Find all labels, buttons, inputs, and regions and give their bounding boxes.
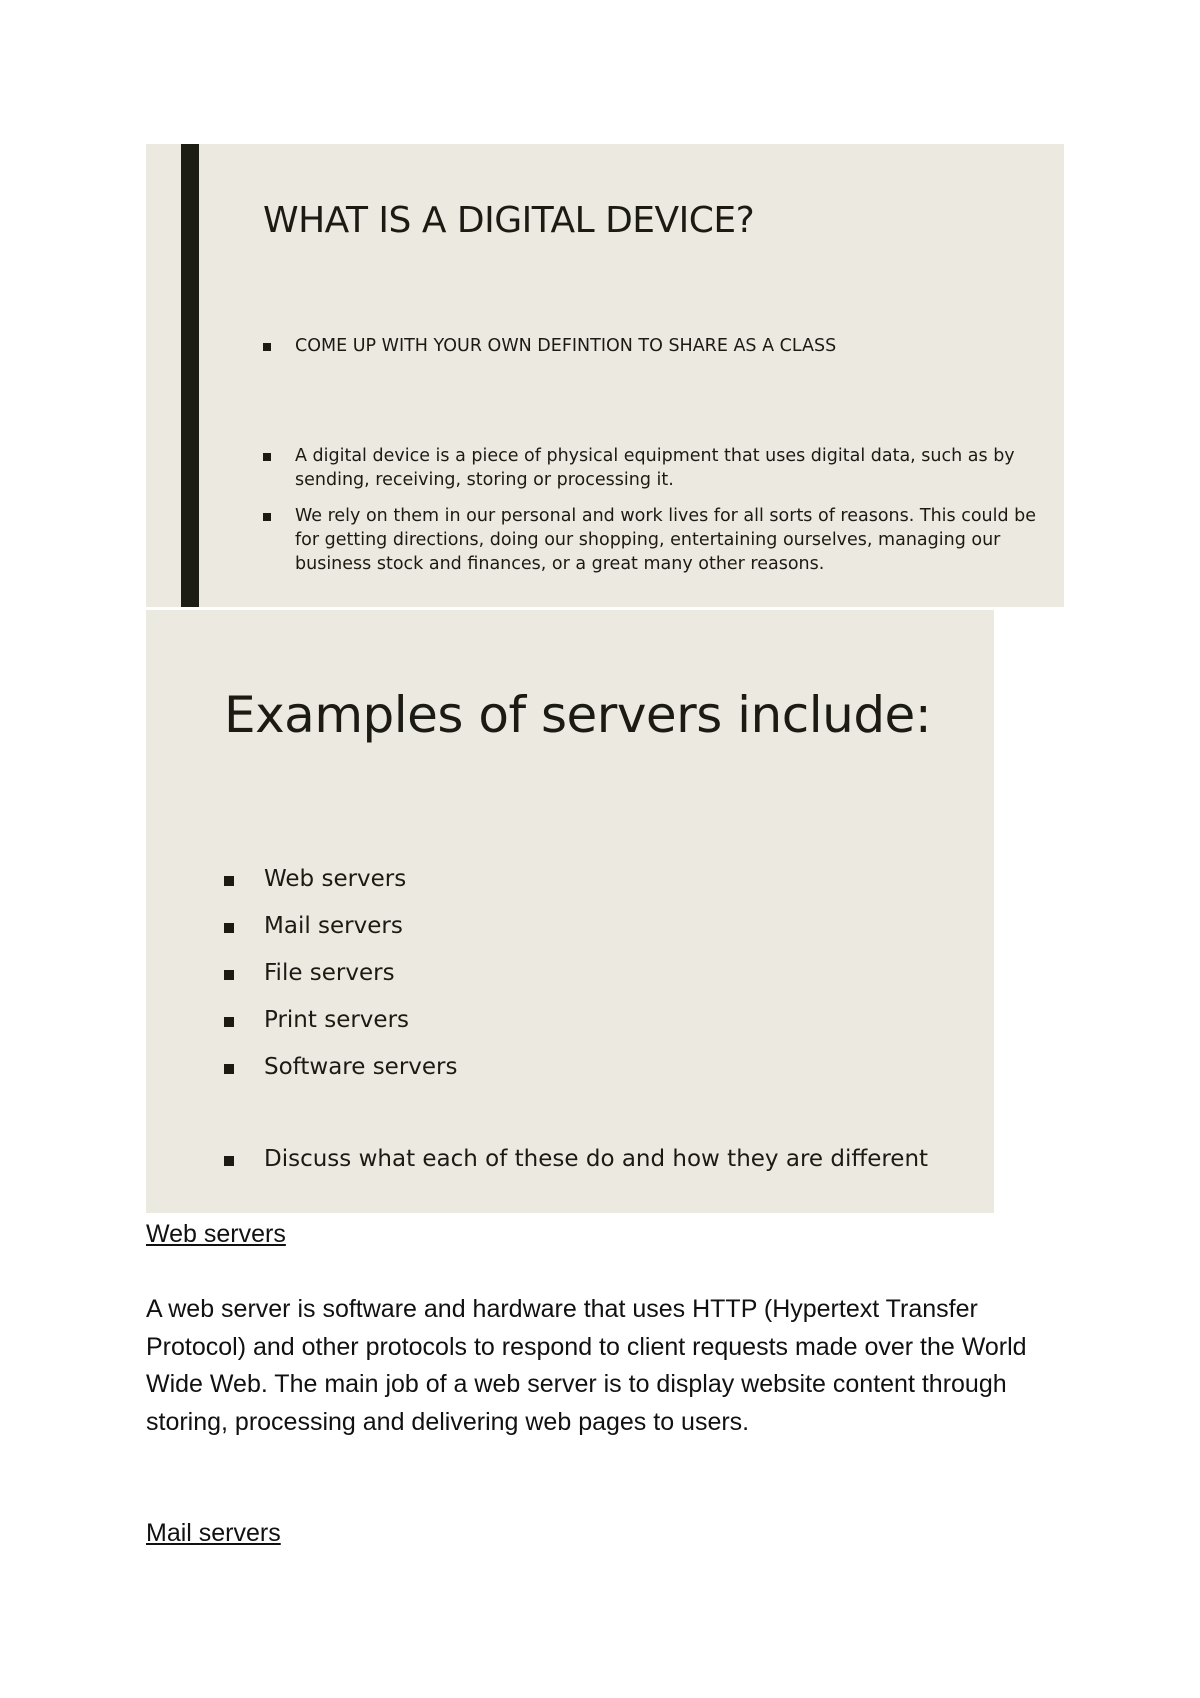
list-item	[224, 903, 458, 950]
square-bullet-icon	[224, 876, 234, 886]
square-bullet-icon	[263, 453, 271, 461]
web-servers-paragraph: A web server is software and hardware that uses HTTP (Hypertext Transfer Protocol) and other protocols to respond to client requests made over the World Wide Web. The main job of a web server is to display website content through storing, processing and delivering web pages to users.	[146, 1295, 1027, 1437]
square-bullet-icon	[224, 1064, 234, 1074]
square-bullet-icon	[224, 1156, 234, 1166]
square-bullet-icon	[224, 1017, 234, 1027]
slide-bullet-list	[263, 444, 1053, 588]
section-heading-mail-servers	[146, 1519, 1056, 1548]
slide-bullet	[263, 334, 1053, 358]
slide-bullet-text: A digital device is a piece of physical equipment that uses digital data, such as by sending, receiving, storing or processing it.	[295, 446, 1015, 490]
square-bullet-icon	[263, 343, 271, 351]
server-type-label: Web servers	[264, 866, 407, 892]
slide-server-examples	[146, 610, 994, 1213]
mail-servers-heading[interactable]: Mail servers	[146, 1519, 281, 1547]
section-heading-web-servers	[146, 1220, 1056, 1249]
discussion-prompt: Discuss what each of these do and how they are different	[264, 1146, 929, 1172]
server-type-list	[224, 856, 458, 1091]
list-item	[224, 856, 458, 903]
square-bullet-icon	[224, 923, 234, 933]
server-type-label: Software servers	[264, 1054, 458, 1080]
list-item	[224, 1136, 928, 1183]
list-item	[224, 1044, 458, 1091]
server-type-label: Print servers	[264, 1007, 410, 1033]
slide-bullet-list	[263, 334, 1053, 370]
slide-bullet	[263, 444, 1053, 492]
slide-accent-bar	[181, 144, 199, 607]
discussion-list	[224, 1136, 928, 1183]
server-type-label: Mail servers	[264, 913, 403, 939]
server-type-label: File servers	[264, 960, 395, 986]
slide-bullet	[263, 504, 1053, 576]
slide-bullet-text: We rely on them in our personal and work lives for all sorts of reasons. This could be for getting directions, doing our shopping, entertaining ourselves, managing our business stock and finances, or a great many other reasons.	[295, 506, 1037, 574]
list-item	[224, 950, 458, 997]
square-bullet-icon	[263, 513, 271, 521]
web-servers-heading[interactable]: Web servers	[146, 1220, 286, 1248]
slide-title: Examples of servers include:	[224, 686, 932, 744]
slide-digital-device	[146, 144, 1064, 607]
slide-title: WHAT IS A DIGITAL DEVICE?	[263, 200, 755, 241]
square-bullet-icon	[224, 970, 234, 980]
slide-bullet-text: COME UP WITH YOUR OWN DEFINTION TO SHARE AS A CLASS	[295, 336, 837, 356]
list-item	[224, 997, 458, 1044]
